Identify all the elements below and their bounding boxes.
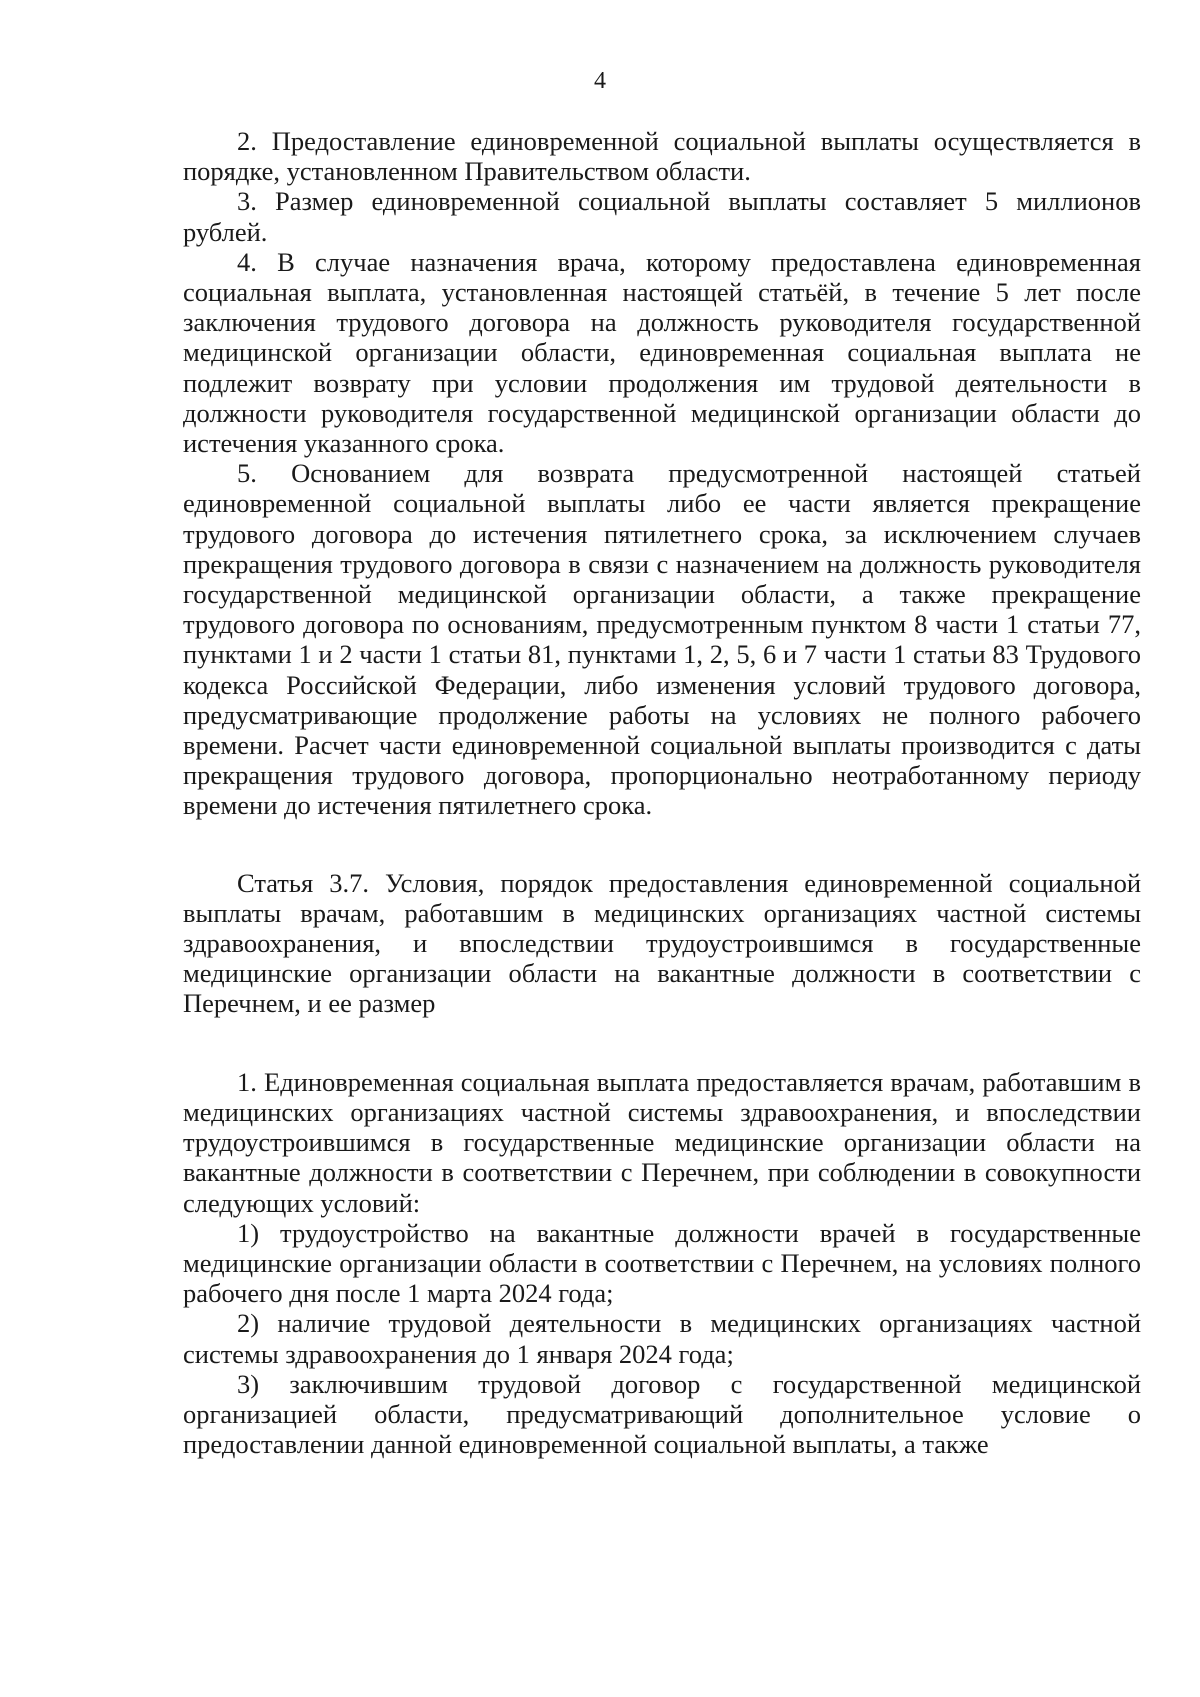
article-heading: Статья 3.7. Условия, порядок предоставления единовременной социальной выплаты врачам, работавшим в медицинских организациях частной системы здравоохранения, и впоследствии трудоустроившимся в государственные медицинские организации области на вакантные должности в соответствии с Перечнем, и ее размер — [183, 867, 1141, 1019]
article-paragraph-1: 1. Единовременная социальная выплата предоставляется врачам, работавшим в медицинских организациях частной системы здравоохранения, и впоследствии трудоустроившимся в государственные медицинские организации области на вакантные должности в соответствии с Перечнем, при соблюдении в совокупности следующих условий: — [183, 1066, 1141, 1218]
article-item-2: 2) наличие трудовой деятельности в медицинских организациях частной системы здравоохранения до 1 января 2024 года; — [183, 1308, 1141, 1369]
paragraph-3: 3. Размер единовременной социальной выплаты составляет 5 миллионов рублей. — [183, 186, 1141, 247]
article-item-3: 3) заключившим трудовой договор с государственной медицинской организацией области, предусматривающий дополнительное условие о предоставлении данной единовременной социальной выплаты, а также — [183, 1368, 1141, 1460]
paragraph-5: 5. Основанием для возврата предусмотренной настоящей статьей единовременной социальной выплаты либо ее части является прекращение трудового договора до истечения пятилетнего срока, за исключением случаев прекращения трудового договора в связи с назначением на должность руководителя государственной медицинской организации области, а также прекращение трудового договора по основаниям, предусмотренным пунктом 8 части 1 статьи 77, пунктами 1 и 2 части 1 статьи 81, пунктами 1, 2, 5, 6 и 7 части 1 статьи 83 Трудового кодекса Российской Федерации, либо изменения условий трудового договора, предусматривающие продолжение работы на условиях не полного рабочего времени. Расчет части единовременной социальной выплаты производится с даты прекращения трудового договора, пропорционально неотработанному периоду времени до истечения пятилетнего срока. — [183, 458, 1141, 821]
page-number: 4 — [594, 68, 606, 94]
article-item-1: 1) трудоустройство на вакантные должности врачей в государственные медицинские организации области в соответствии с Перечнем, на условиях полного рабочего дня после 1 марта 2024 года; — [183, 1217, 1141, 1309]
document-body — [183, 126, 1141, 1459]
paragraph-4: 4. В случае назначения врача, которому предоставлена единовременная социальная выплата, установленная настоящей статьёй, в течение 5 лет после заключения трудового договора на должность руководителя государственной медицинской организации области, единовременная социальная выплата не подлежит возврату при условии продолжения им трудовой деятельности в должности руководителя государственной медицинской организации области до истечения указанного срока. — [183, 246, 1141, 459]
paragraph-2: 2. Предоставление единовременной социальной выплаты осуществляется в порядке, установленном Правительством области. — [183, 126, 1141, 187]
